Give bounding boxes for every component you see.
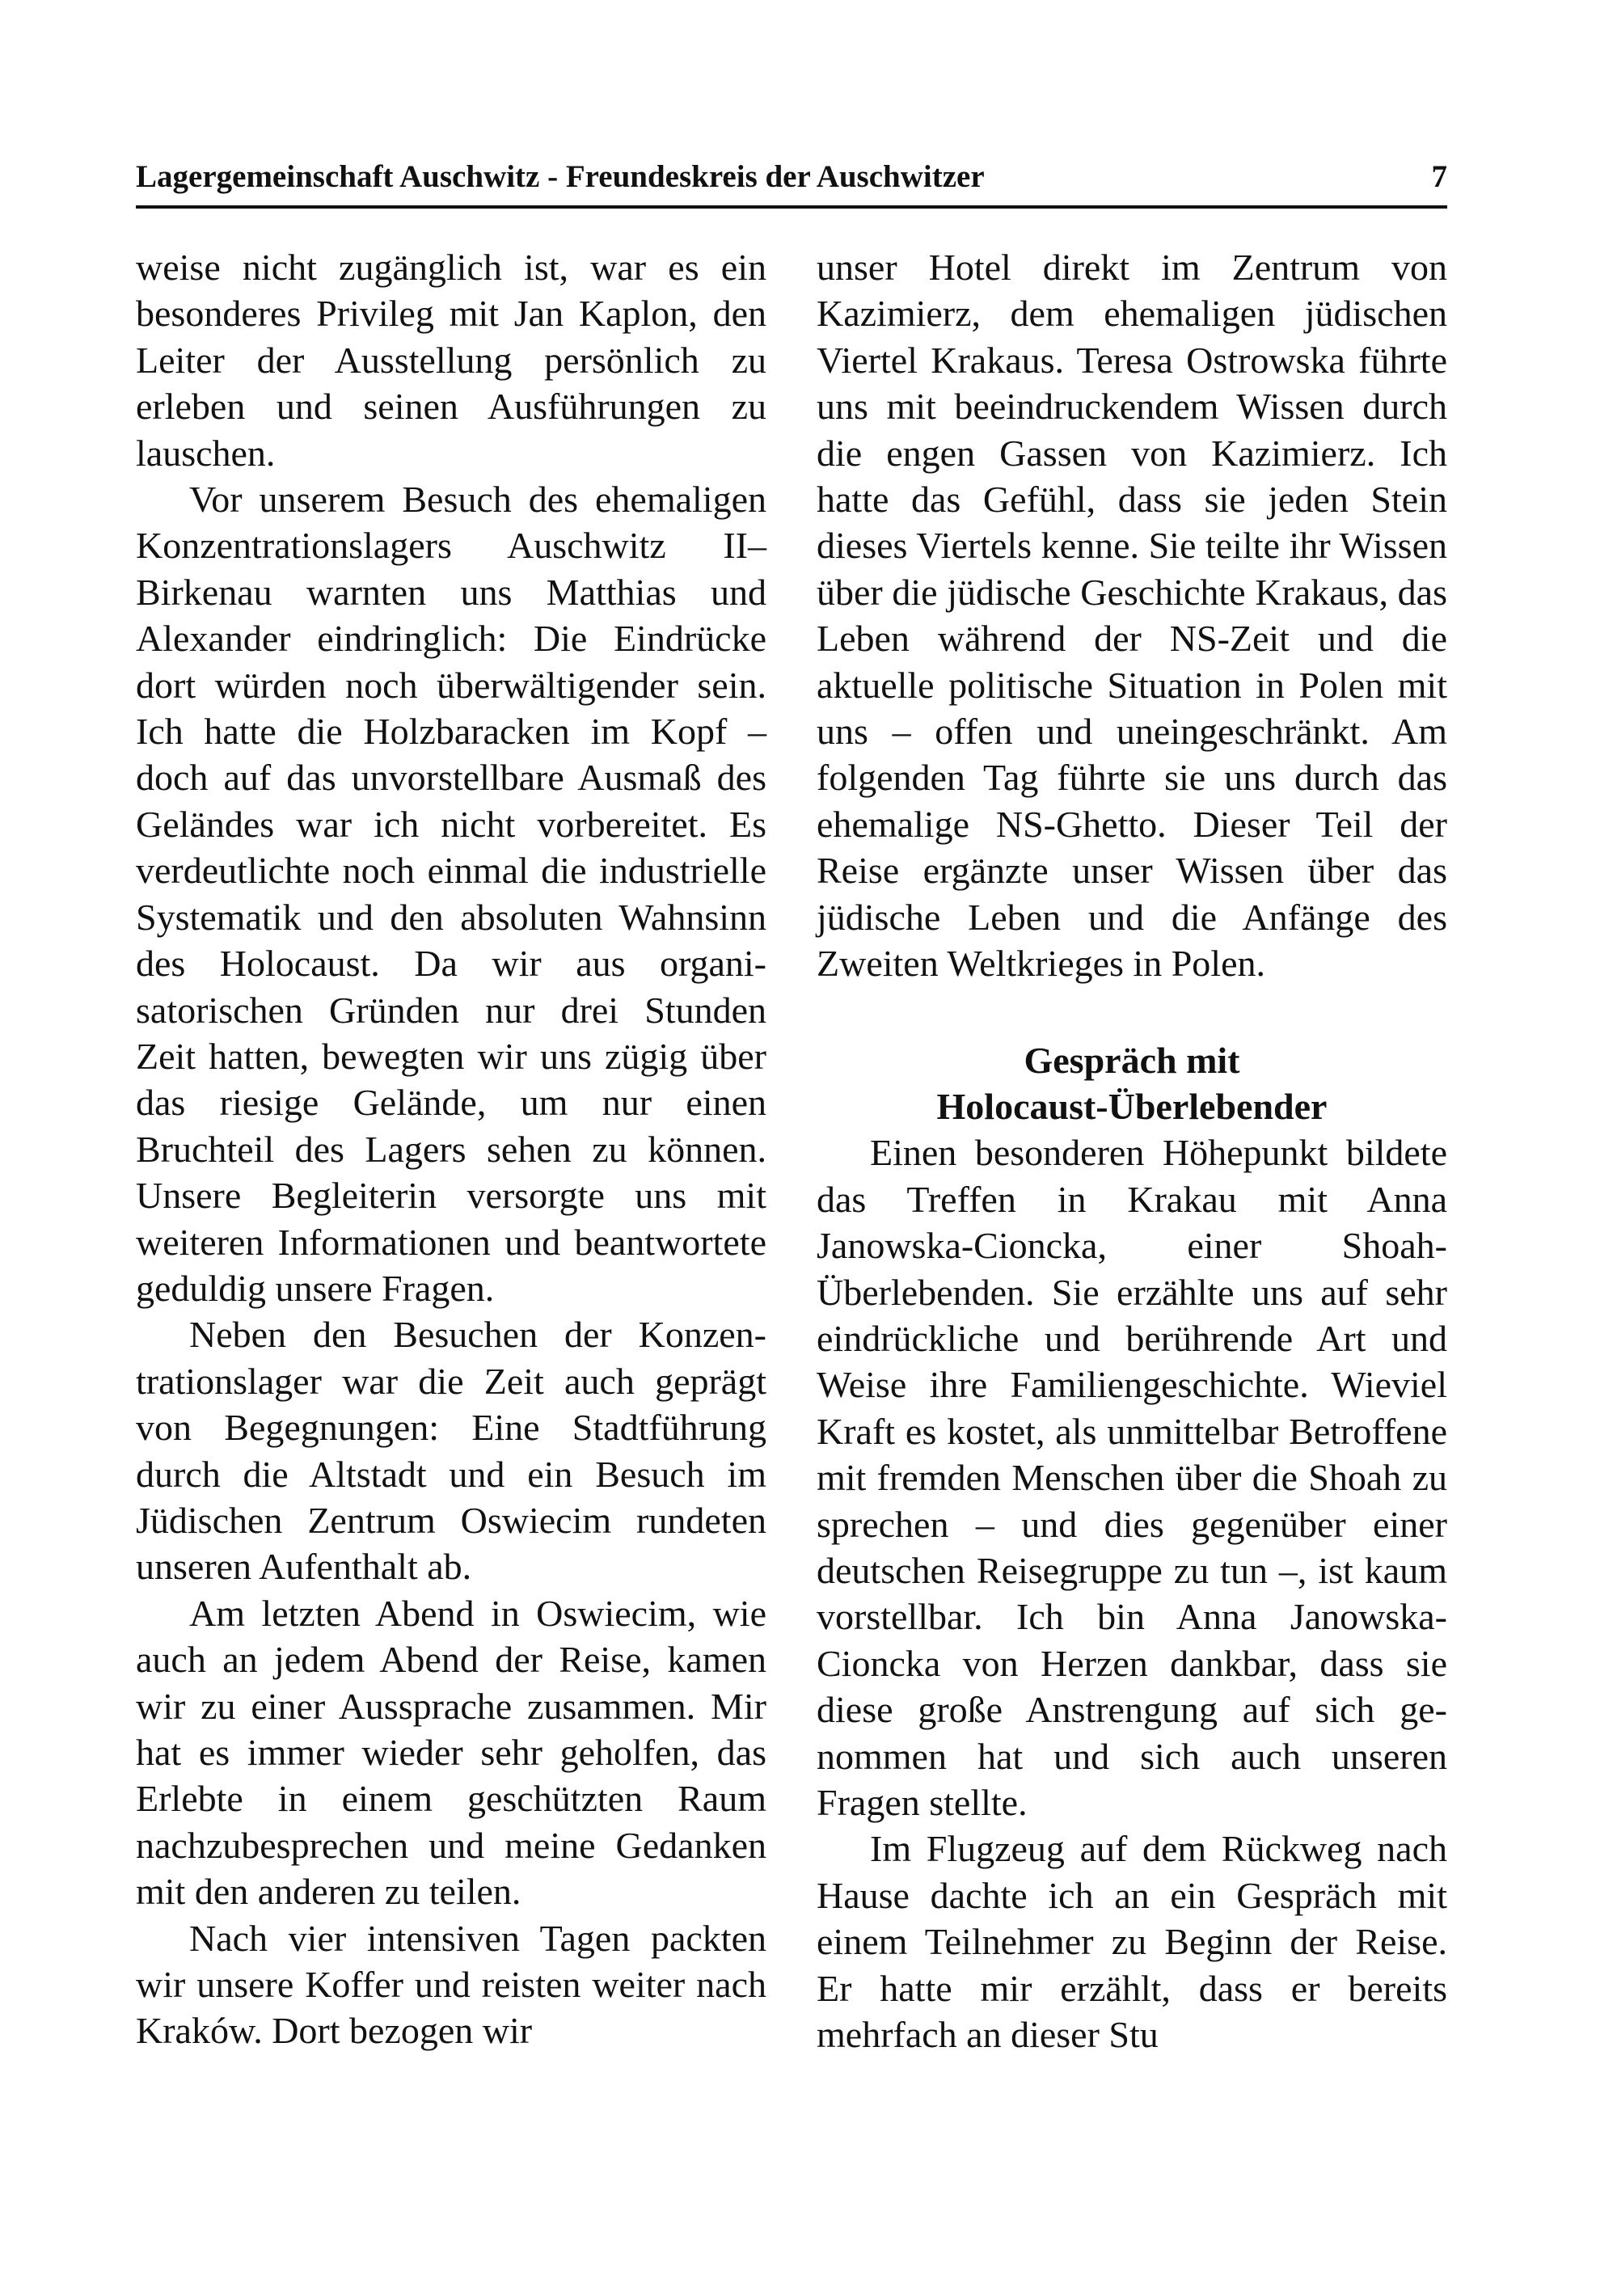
paragraph: weise nicht zugänglich ist, war es ein besonderes Privileg mit Jan Kaplon, den Leiter der Ausstellung persönlich zu erleben und seinen Ausführungen zu lauschen. (136, 247, 766, 474)
paragraph: Vor unserem Besuch des ehemaligen Konzentrationslagers Auschwitz II–Birkenau warnten uns Matthias und Alexander eindringlich: Die Eindrücke dort würden noch überwältigender sein. Ich hatte die Holzbaracken im Kopf – doch auf das unvorstellbare Ausmaß des Geländes war ich nicht vorbereitet. Es verdeutlichte noch einmal die industrielle Systematik und den absoluten Wahnsinn des Holocaust. Da wir aus organisatorischen Gründen nur drei Stunden Zeit hatten, bewegten wir uns zügig über das riesige Gelände, um nur einen Bruchteil des Lagers sehen zu können. Unsere Begleiterin versorgte uns mit weiteren Informationen und beantwortete geduldig unsere Fragen. (136, 479, 766, 1309)
paragraph: Einen besonderen Höhepunkt bildete das Treffen in Krakau mit Anna Janowska-Cioncka, einer Shoah-Überlebenden. Sie erzählte uns auf sehr eindrückliche und berührende Art und Weise ihre Familiengeschichte. Wieviel Kraft es kostet, als unmittelbar Betroffene mit fremden Menschen über die Shoah zu sprechen – und dies gegenüber einer deutschen Reisegruppe zu tun –, ist kaum vorstellbar. Ich bin Anna Janowska-Cioncka von Herzen dankbar, dass sie diese große Anstrengung auf sich genommen hat und sich auch unseren Fragen stellte. (817, 1132, 1447, 1823)
paragraph: unser Hotel direkt im Zentrum von Kazimierz, dem ehemaligen jüdischen Viertel Krakaus. Teresa Ostrowska führte uns mit beeindruckendem Wissen durch die engen Gassen von Kazimierz. Ich hatte das Gefühl, dass sie jeden Stein dieses Viertels kenne. Sie teilte ihr Wissen über die jüdische Geschichte Krakaus, das Leben während der NS-Zeit und die aktuelle politische Situation in Polen mit uns – offen und uneingeschränkt. Am folgenden Tag führte sie uns durch das ehemalige NS-Ghetto. Dieser Teil der Reise ergänzte unser Wissen über das jüdische Leben und die Anfänge des Zweiten Weltkrieges in Polen. (817, 247, 1447, 985)
paragraph: Neben den Besuchen der Konzentrationslager war die Zeit auch geprägt von Begegnungen: Eine Stadtführung durch die Altstadt und ein Besuch im Jüdischen Zentrum Oswiecim rundeten unseren Aufenthalt ab. (136, 1314, 766, 1588)
section-heading-line-2: Holocaust-Überlebender (936, 1085, 1328, 1127)
running-header (136, 158, 1447, 209)
paragraph: Am letzten Abend in Oswiecim, wie auch an jedem Abend der Reise, kamen wir zu einer Aussprache zusammen. Mir hat es immer wieder sehr geholfen, das Erlebte in einem geschützten Raum nachzubesprechen und meine Gedanken mit den anderen zu teilen. (136, 1592, 766, 1913)
paragraph: Nach vier intensiven Tagen packten wir unsere Koffer und reisten weiter nach Kraków. Dort bezogen wir (136, 1917, 766, 2052)
header-title: Lagergemeinschaft Auschwitz - Freundeskreis der Auschwitzer (136, 159, 985, 194)
section-heading-line-1: Gespräch mit (1024, 1039, 1240, 1081)
page-number: 7 (1431, 159, 1447, 194)
section-heading (817, 1037, 1447, 1130)
paragraph: Im Flugzeug auf dem Rückweg nach Hause dachte ich an ein Gespräch mit einem Teilnehmer zu Beginn der Reise. Er hatte mir erzählt, dass er bereits mehrfach an dieser Stu (817, 1828, 1447, 2056)
right-column (817, 244, 1447, 2058)
left-column (136, 244, 766, 2054)
